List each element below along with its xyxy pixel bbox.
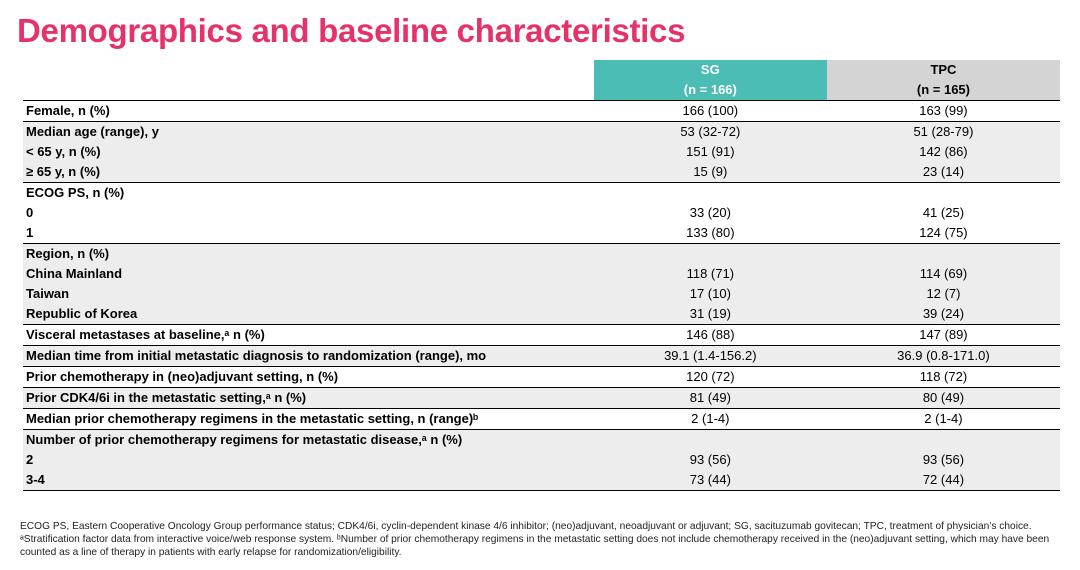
sg-value: 118 (71) (594, 264, 827, 284)
sg-value: 17 (10) (594, 284, 827, 304)
sg-value: 39.1 (1.4-156.2) (594, 346, 827, 367)
tpc-value: 124 (75) (827, 223, 1060, 244)
row-label: Number of prior chemotherapy regimens for metastatic disease,ᵃ n (%) (23, 430, 594, 451)
page-title: Demographics and baseline characteristics (17, 12, 686, 49)
table-row (23, 470, 1060, 491)
sg-value: 120 (72) (594, 367, 827, 388)
sg-value: 93 (56) (594, 450, 827, 470)
row-label: Median age (range), y (23, 122, 594, 143)
tpc-value: 72 (44) (827, 470, 1060, 491)
row-label: Taiwan (23, 284, 594, 304)
tpc-value: 147 (89) (827, 325, 1060, 346)
tpc-value: 118 (72) (827, 367, 1060, 388)
table-row (23, 244, 1060, 265)
tpc-value: 39 (24) (827, 304, 1060, 325)
row-label: Median time from initial metastatic diagnosis to randomization (range), mo (23, 346, 594, 367)
sg-column-n: (n = 166) (683, 82, 737, 97)
row-label: Female, n (%) (23, 101, 594, 122)
tpc-value: 80 (49) (827, 388, 1060, 409)
sg-column-header (594, 60, 827, 101)
sg-value: 151 (91) (594, 142, 827, 162)
tpc-value (827, 244, 1060, 265)
row-label: China Mainland (23, 264, 594, 284)
tpc-value: 2 (1-4) (827, 409, 1060, 430)
tpc-value (827, 183, 1060, 204)
sg-value: 53 (32-72) (594, 122, 827, 143)
row-label: Region, n (%) (23, 244, 594, 265)
row-label: 3-4 (23, 470, 594, 491)
sg-column-name: SG (700, 62, 720, 77)
table-row (23, 183, 1060, 204)
sg-value (594, 430, 827, 451)
row-label: ECOG PS, n (%) (23, 183, 594, 204)
footnote: ECOG PS, Eastern Cooperative Oncology Group performance status; CDK4/6i, cyclin-dependent kinase 4/6 inhibitor; (neo)adjuvant, neoadjuvant or adjuvant; SG, sacituzumab govitecan; TPC, treatment of physician’s choice. ᵃStratification factor data from interactive voice/web response system. ᵇNumber of prior chemotherapy regimens in the metastatic setting does not include chemotherapy received in the (neo)adjuvant setting, which may have been counted as a line of therapy in patients with early relapse for randomization/eligibility. (20, 521, 1050, 558)
table-row (23, 203, 1060, 223)
row-label: Republic of Korea (23, 304, 594, 325)
table-body (23, 101, 1060, 491)
sg-value: 73 (44) (594, 470, 827, 491)
sg-value: 81 (49) (594, 388, 827, 409)
row-label: Visceral metastases at baseline,ᵃ n (%) (23, 325, 594, 346)
tpc-value: 36.9 (0.8-171.0) (827, 346, 1060, 367)
table-row (23, 409, 1060, 430)
tpc-value: 12 (7) (827, 284, 1060, 304)
row-label: Prior CDK4/6i in the metastatic setting,ᵃ n (%) (23, 388, 594, 409)
row-label: 2 (23, 450, 594, 470)
row-label: 0 (23, 203, 594, 223)
header-blank-cell (23, 60, 594, 101)
tpc-column-n: (n = 165) (916, 82, 970, 97)
sg-value: 31 (19) (594, 304, 827, 325)
row-label: Median prior chemotherapy regimens in the metastatic setting, n (range)ᵇ (23, 409, 594, 430)
tpc-value (827, 430, 1060, 451)
tpc-value: 142 (86) (827, 142, 1060, 162)
sg-value (594, 183, 827, 204)
row-label: 1 (23, 223, 594, 244)
table-row (23, 101, 1060, 122)
sg-value: 33 (20) (594, 203, 827, 223)
tpc-column-header (827, 60, 1060, 101)
table-row (23, 142, 1060, 162)
tpc-value: 23 (14) (827, 162, 1060, 183)
table-header-row (23, 60, 1060, 101)
table-row (23, 223, 1060, 244)
tpc-value: 93 (56) (827, 450, 1060, 470)
table-row (23, 264, 1060, 284)
row-label: < 65 y, n (%) (23, 142, 594, 162)
demographics-table (23, 60, 1060, 491)
sg-value: 146 (88) (594, 325, 827, 346)
sg-value: 133 (80) (594, 223, 827, 244)
row-label: ≥ 65 y, n (%) (23, 162, 594, 183)
sg-value: 15 (9) (594, 162, 827, 183)
sg-value: 166 (100) (594, 101, 827, 122)
sg-value (594, 244, 827, 265)
tpc-value: 114 (69) (827, 264, 1060, 284)
table-row (23, 284, 1060, 304)
table-row (23, 122, 1060, 143)
tpc-column-name: TPC (930, 62, 957, 77)
table-row (23, 162, 1060, 183)
tpc-value: 163 (99) (827, 101, 1060, 122)
table-row (23, 430, 1060, 451)
table-row (23, 388, 1060, 409)
table-row (23, 304, 1060, 325)
table-row (23, 450, 1060, 470)
table-row (23, 325, 1060, 346)
table-row (23, 346, 1060, 367)
tpc-value: 41 (25) (827, 203, 1060, 223)
tpc-value: 51 (28-79) (827, 122, 1060, 143)
table-row (23, 367, 1060, 388)
row-label: Prior chemotherapy in (neo)adjuvant setting, n (%) (23, 367, 594, 388)
sg-value: 2 (1-4) (594, 409, 827, 430)
